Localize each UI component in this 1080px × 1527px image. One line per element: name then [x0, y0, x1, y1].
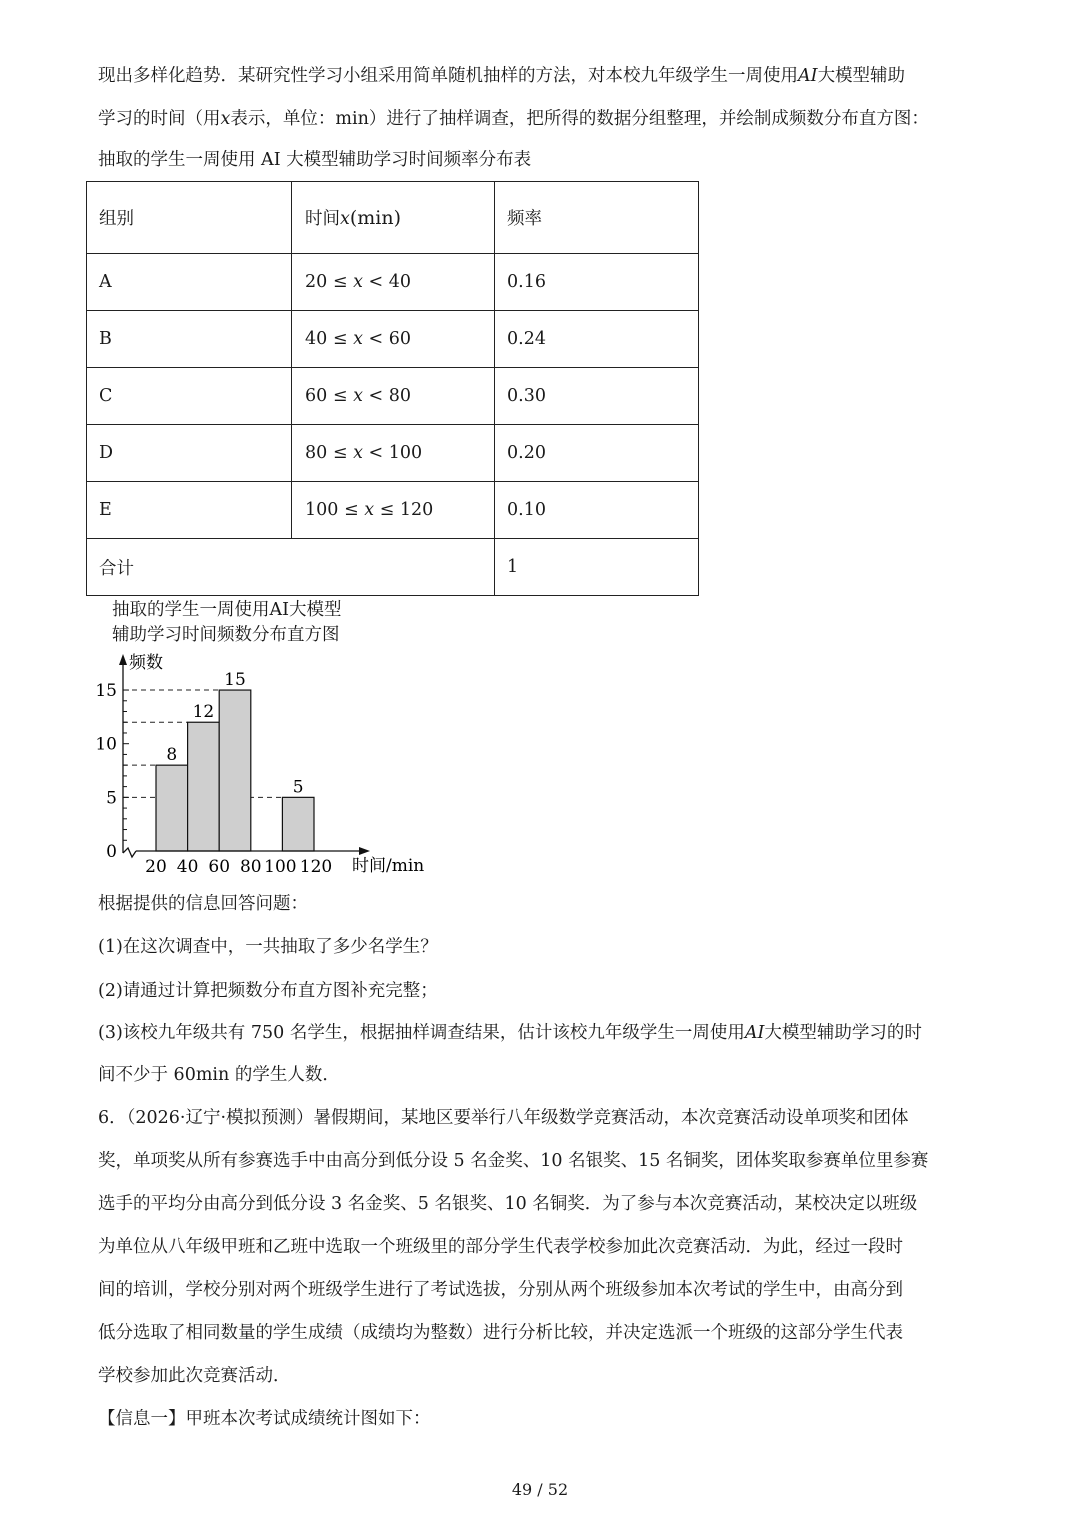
questions-lead: 根据提供的信息回答问题：	[98, 894, 308, 914]
table-row	[87, 368, 699, 425]
x-axis-arrow-icon	[359, 847, 370, 855]
info-1-line: 【信息一】甲班本次考试成绩统计图如下：	[98, 1409, 431, 1429]
y-tick-label: 0	[106, 842, 117, 862]
histogram-bar	[219, 690, 251, 851]
bar-value-label: 8	[166, 745, 178, 766]
table-row	[87, 311, 699, 368]
total-value: 1	[495, 539, 699, 596]
question-1: (1)在这次调查中，一共抽取了多少名学生？	[98, 937, 438, 957]
y-axis-arrow-icon	[119, 654, 127, 665]
problem6-line-3: 选手的平均分由高分到低分设 3 名金奖、5 名银奖、10 名铜奖．为了参与本次竞赛活动，某校决定以班级	[98, 1194, 918, 1214]
page-number: 49 / 52	[511, 1480, 569, 1499]
table-row	[87, 254, 699, 311]
cell-freq: 0.16	[495, 254, 699, 311]
histogram-bar	[188, 722, 220, 851]
question-2: (2)请通过计算把频数分布直方图补充完整；	[98, 981, 438, 1001]
question-3-var-ai: AI	[744, 1023, 765, 1043]
x-axis-label: 时间/min	[352, 856, 425, 876]
x-tick-label: 80	[239, 857, 262, 877]
table-row	[87, 482, 699, 539]
problem6-line-6: 低分选取了相同数量的学生成绩（成绩均为整数）进行分析比较，并决定选派一个班级的这部分学生代表	[98, 1323, 903, 1343]
x-tick-label: 100	[264, 857, 297, 877]
problem6-line-2: 奖，单项奖从所有参赛选手中由高分到低分设 5 名金奖、10 名银奖、15 名铜奖，团体奖取参赛单位里参赛	[98, 1151, 929, 1171]
problem6-line-5: 间的培训，学校分别对两个班级学生进行了考试选拔，分别从两个班级参加本次考试的学生中，由高分到	[98, 1280, 903, 1300]
cell-group: D	[87, 425, 292, 482]
x-tick-label: 120	[299, 857, 333, 877]
cell-range: 40 ≤ x < 60	[292, 311, 495, 368]
frequency-table	[86, 181, 699, 596]
histogram-bars	[156, 690, 314, 851]
table-title: 抽取的学生一周使用 AI 大模型辅助学习时间频率分布表	[98, 150, 532, 170]
total-label: 合计	[87, 539, 495, 596]
y-tick-label: 5	[106, 788, 117, 809]
cell-group: A	[87, 254, 292, 311]
y-ticks	[95, 681, 129, 862]
axis-break-icon	[123, 848, 136, 857]
y-tick-label: 15	[95, 681, 117, 702]
table-header-row	[87, 182, 699, 254]
intro-line-2: 学习的时间（用x表示，单位：min）进行了抽样调查，把所得的数据分组整理，并绘制成频数分布直方图：	[98, 109, 929, 129]
cell-range: 60 ≤ x < 80	[292, 368, 495, 425]
cell-range: 100 ≤ x ≤ 120	[292, 482, 495, 539]
cell-freq: 0.20	[495, 425, 699, 482]
chart-title	[112, 598, 342, 648]
question-3-line-2: 间不少于 60min 的学生人数．	[98, 1065, 340, 1085]
x-tick-label: 40	[176, 857, 199, 877]
table-row	[87, 425, 699, 482]
bar-value-label: 15	[224, 670, 246, 691]
intro-var-ai: AI	[798, 66, 818, 86]
problem6-line-4: 为单位从八年级甲班和乙班中选取一个班级里的部分学生代表学校参加此次竞赛活动．为此，经过一段时	[98, 1237, 903, 1257]
cell-freq: 0.30	[495, 368, 699, 425]
cell-group: C	[87, 368, 292, 425]
header-group: 组别	[87, 182, 292, 254]
chart-title-line-1: 抽取的学生一周使用AI大模型	[112, 600, 342, 620]
problem6-line-7: 学校参加此次竞赛活动．	[98, 1366, 291, 1386]
table-total-row	[87, 539, 699, 596]
x-tick-label: 20	[145, 857, 167, 877]
cell-freq: 0.24	[495, 311, 699, 368]
histogram-bar	[156, 765, 188, 851]
intro-var-x: x	[220, 109, 231, 129]
cell-range: 20 ≤ x < 40	[292, 254, 495, 311]
y-axis-label: 频数	[129, 653, 163, 673]
cell-freq: 0.10	[495, 482, 699, 539]
header-time: 时间x(min)	[292, 182, 495, 254]
chart-title-line-2: 辅助学习时间频数分布直方图	[112, 625, 340, 645]
bar-value-label: 12	[192, 702, 215, 723]
intro-line-1: 现出多样化趋势．某研究性学习小组采用简单随机抽样的方法，对本校九年级学生一周使用AI大模型辅助	[98, 66, 906, 86]
x-ticks	[145, 857, 332, 877]
y-tick-label: 10	[95, 734, 117, 755]
bar-value-label: 5	[292, 777, 304, 798]
x-tick-label: 60	[208, 857, 231, 877]
cell-group: B	[87, 311, 292, 368]
histogram-bar	[282, 797, 314, 851]
problem6-line-1: 6．（2026·辽宁·模拟预测）暑假期间，某地区要举行八年级数学竞赛活动，本次竞赛活动设单项奖和团体	[98, 1108, 909, 1128]
question-3-line-1: (3)该校九年级共有 750 名学生，根据抽样调查结果，估计该校九年级学生一周使用AI大模型辅助学习的时	[98, 1023, 922, 1043]
cell-group: E	[87, 482, 292, 539]
header-frequency: 频率	[495, 182, 699, 254]
frequency-histogram	[90, 650, 450, 880]
cell-range: 80 ≤ x < 100	[292, 425, 495, 482]
